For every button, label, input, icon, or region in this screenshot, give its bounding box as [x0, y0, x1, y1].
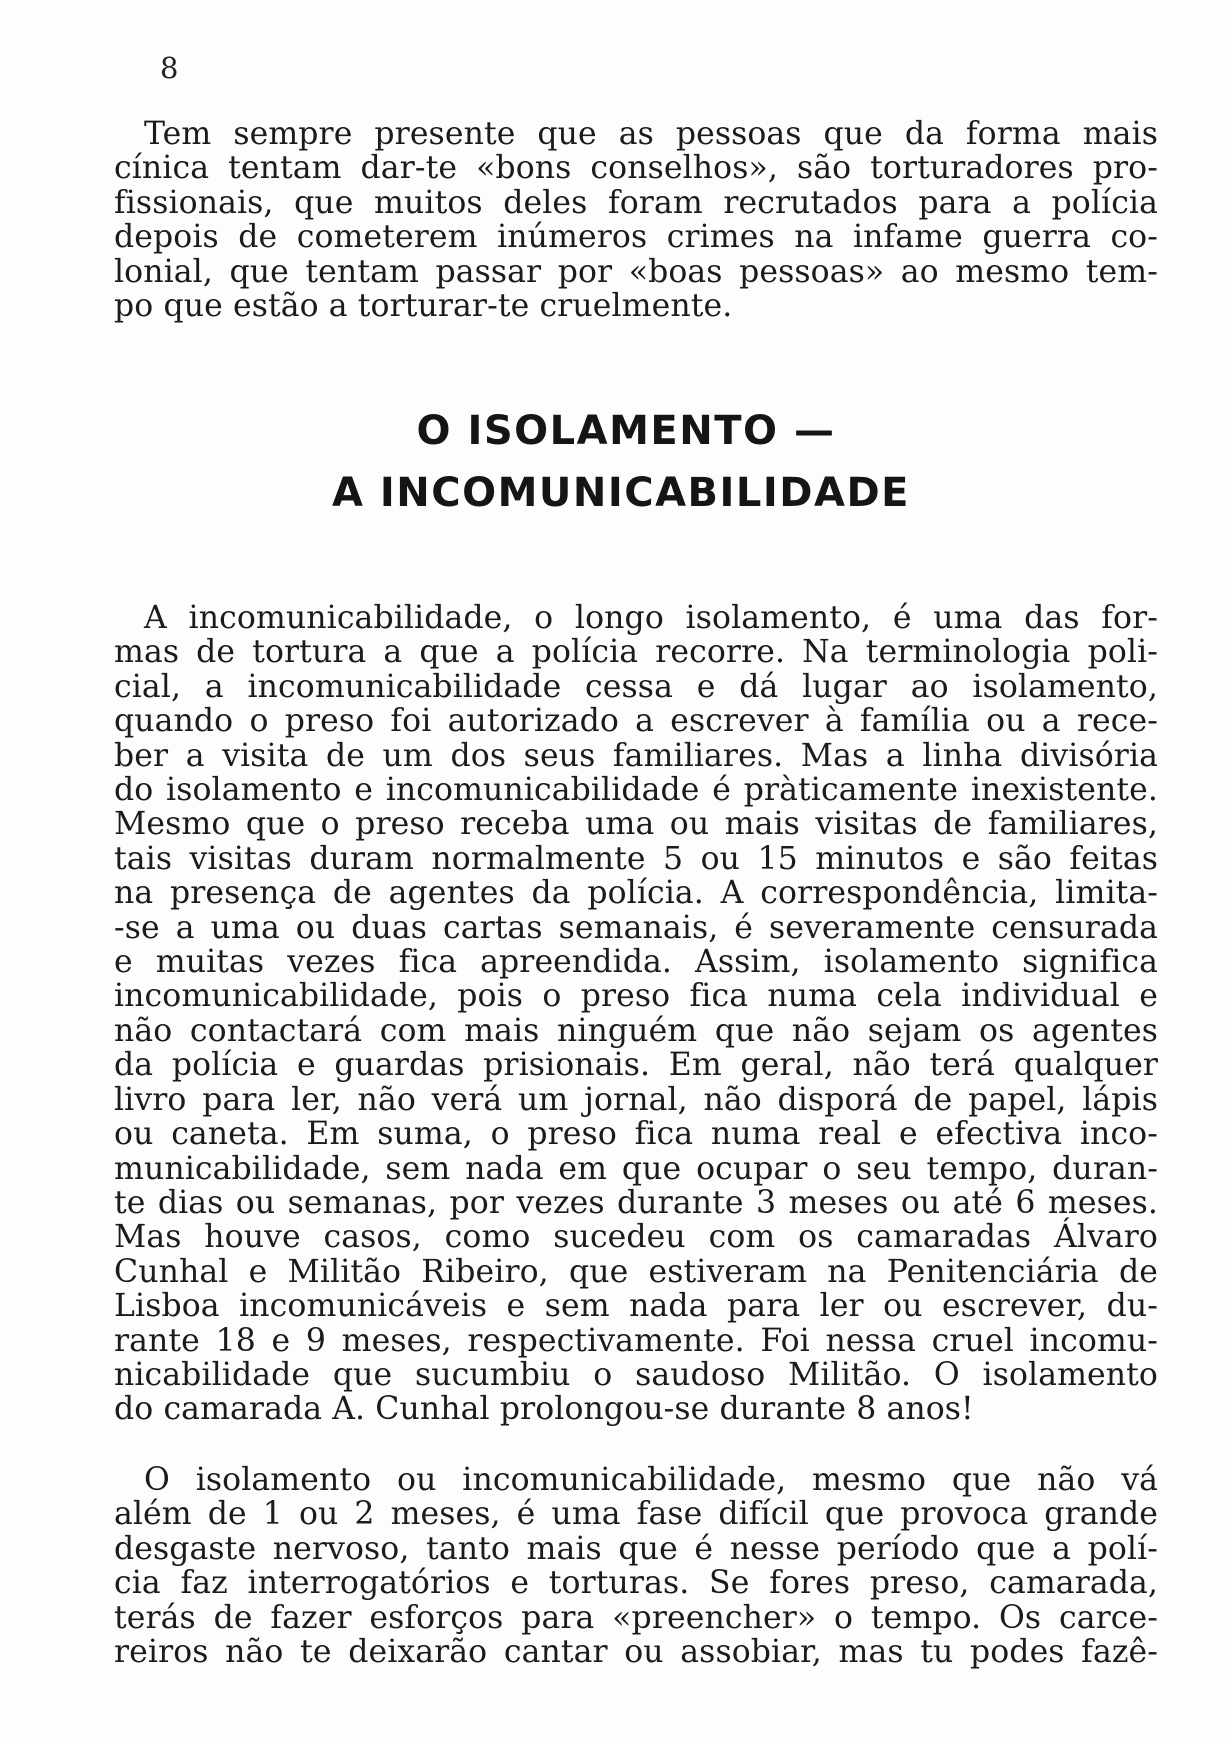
section-heading-line-2: A INCOMUNICABILIDADE: [332, 470, 910, 516]
text-line: nicabilidade que sucumbiu o saudoso Militão. O isolamento: [114, 1356, 1158, 1393]
text-line: Lisboa incomunicáveis e sem nada para ler ou escrever, du-: [114, 1288, 1158, 1325]
text-line: te dias ou semanas, por vezes durante 3 meses ou até 6 meses.: [114, 1184, 1158, 1221]
text-line: da polícia e guardas prisionais. Em geral, não terá qualquer: [114, 1047, 1158, 1084]
paragraph-1: [114, 117, 1158, 323]
text-line: depois de cometerem inúmeros crimes na infame guerra co-: [114, 219, 1158, 256]
paragraph-3: [114, 1463, 1158, 1669]
text-line: livro para ler, não verá um jornal, não disporá de papel, lápis: [114, 1081, 1158, 1118]
paragraph-2: [114, 601, 1158, 1427]
text-line: terás de fazer esforços para «preencher» o tempo. Os carce-: [114, 1599, 1158, 1636]
text-line: lonial, que tentam passar por «boas pessoas» ao mesmo tem-: [114, 253, 1158, 290]
text-line: e muitas vezes fica apreendida. Assim, isolamento significa: [114, 944, 1158, 981]
text-line: ber a visita de um dos seus familiares. Mas a linha divisória: [114, 737, 1158, 774]
section-heading-line-1: O ISOLAMENTO —: [416, 408, 836, 454]
text-line: cial, a incomunicabilidade cessa e dá lugar ao isolamento,: [114, 668, 1158, 705]
text-line: municabilidade, sem nada em que ocupar o seu tempo, duran-: [114, 1150, 1158, 1187]
text-line: do isolamento e incomunicabilidade é pràticamente inexistente.: [114, 772, 1158, 809]
text-line: po que estão a torturar-te cruelmente.: [114, 288, 733, 325]
text-line: do camarada A. Cunhal prolongou-se durante 8 anos!: [114, 1391, 974, 1428]
text-line: fissionais, que muitos deles foram recrutados para a polícia: [114, 184, 1158, 221]
text-line: quando o preso foi autorizado a escrever à família ou a rece-: [114, 703, 1158, 740]
text-line: não contactará com mais ninguém que não sejam os agentes: [114, 1012, 1158, 1049]
text-line: tais visitas duram normalmente 5 ou 15 minutos e são feitas: [114, 840, 1158, 877]
text-line: A incomunicabilidade, o longo isolamento, é uma das for-: [144, 600, 1158, 636]
text-line: rante 18 e 9 meses, respectivamente. Foi nessa cruel incomu-: [114, 1322, 1158, 1359]
text-line: desgaste nervoso, tanto mais que é nesse período que a polí-: [114, 1530, 1158, 1567]
text-line: Cunhal e Militão Ribeiro, que estiveram na Penitenciária de: [114, 1253, 1158, 1290]
text-line: Mas houve casos, como sucedeu com os camaradas Álvaro: [114, 1219, 1158, 1256]
text-line: -se a uma ou duas cartas semanais, é severamente censurada: [114, 909, 1158, 946]
text-line: Tem sempre presente que as pessoas que da forma mais: [144, 116, 1158, 152]
text-line: na presença de agentes da polícia. A correspondência, limita-: [114, 875, 1158, 912]
text-line: reiros não te deixarão cantar ou assobiar, mas tu podes fazê-: [114, 1634, 1158, 1671]
text-line: cia faz interrogatórios e torturas. Se fores preso, camarada,: [114, 1565, 1158, 1602]
text-line: além de 1 ou 2 meses, é uma fase difícil que provoca grande: [114, 1496, 1158, 1533]
text-line: Mesmo que o preso receba uma ou mais visitas de familiares,: [114, 806, 1158, 843]
page-number: 8: [160, 51, 179, 85]
text-line: O isolamento ou incomunicabilidade, mesmo que não vá: [144, 1462, 1158, 1498]
text-line: ou caneta. Em suma, o preso fica numa real e efectiva inco-: [114, 1116, 1158, 1153]
text-line: cínica tentam dar-te «bons conselhos», são torturadores pro-: [114, 150, 1158, 187]
text-line: mas de tortura a que a polícia recorre. Na terminologia poli-: [114, 634, 1158, 671]
text-line: incomunicabilidade, pois o preso fica numa cela individual e: [114, 978, 1158, 1015]
